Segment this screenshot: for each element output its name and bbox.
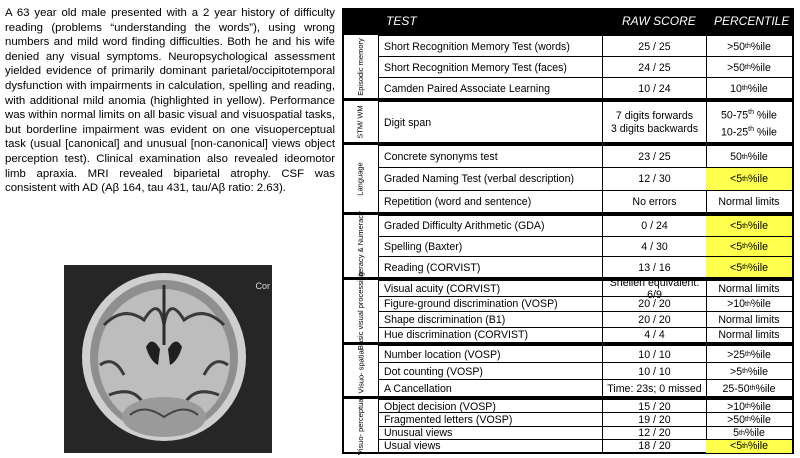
- table-row: [378, 296, 792, 313]
- test-name-cell: Graded Difficulty Arithmetic (GDA): [378, 216, 603, 237]
- section-label-text: Literacy & Numeracy: [356, 211, 366, 281]
- test-name-cell: Figure-ground discrimination (VOSP): [378, 297, 603, 313]
- table-row: [378, 276, 792, 301]
- section-label: [344, 35, 379, 98]
- test-name-cell: Camden Paired Associate Learning: [378, 78, 603, 99]
- test-name-cell: Reading (CORVIST): [378, 257, 603, 278]
- percentile-line: 50-75th %ile: [721, 108, 777, 122]
- table-row: [378, 379, 792, 397]
- raw-score-line: 3 digits backwards: [610, 122, 699, 135]
- percentile-cell-highlighted: <5 th %ile: [706, 237, 792, 258]
- case-description: A 63 year old male presented with a 2 year history of difficulty reading (problems “understanding the words”), using wrong numbers and mild word finding difficulties. Both he and his wife denied any visual symptoms. Neuropsychological assessment yielded evidence of primarily dominant parietal/occipitotemporal dysfunction with impairments in calculation, spelling and reading, with additional mild anomia (highlighted in yellow). Performance was within normal limits on all basic visual and visuospatial tasks, but borderline impairment was evident on one visuoperceptual task (usual [canonical] and unusual [non-canonical] views object perception test). Clinical examination also revealed ideomotor limb apraxia. MRI revealed biparietal atrophy. CSF was consistent with AD (Aβ 164, tau 431, tau/Aβ ratio: 2.63).: [5, 7, 335, 195]
- table-section: [344, 342, 792, 396]
- percentile-cell: Normal limits: [718, 329, 780, 342]
- table-row: [378, 77, 792, 99]
- raw-score-cell: 12 / 20: [603, 427, 707, 440]
- section-label: [344, 396, 379, 455]
- test-name-cell: Concrete synonyms test: [378, 146, 603, 168]
- header-percentile: PERCENTILE: [714, 14, 790, 28]
- raw-score-cell: 24 / 25: [603, 57, 707, 78]
- test-name-cell: Short Recognition Memory Test (words): [378, 36, 603, 57]
- table-row: [378, 56, 792, 78]
- raw-score-cell: 25 / 25: [603, 36, 707, 57]
- test-name-cell: Hue discrimination (CORVIST): [378, 328, 603, 344]
- neuropsych-results-table: [342, 8, 794, 454]
- test-name-cell: Dot counting (VOSP): [378, 363, 603, 380]
- raw-score-cell: 4 / 4: [603, 328, 707, 344]
- test-name-cell: Number location (VOSP): [378, 346, 603, 363]
- percentile-cell: >10 th %ile: [727, 400, 771, 413]
- raw-score-cell: 18 / 20: [603, 440, 707, 453]
- table-row: [378, 145, 792, 168]
- raw-score-cell: 10 / 10: [603, 363, 707, 380]
- table-row: [378, 362, 792, 380]
- section-label-text: Visuo- perceptual: [356, 396, 366, 455]
- section-label: [344, 145, 379, 212]
- raw-score-cell: 15 / 20: [603, 400, 707, 413]
- percentile-cell: Normal limits: [718, 313, 780, 326]
- table-row: [378, 35, 792, 57]
- test-name-cell: Usual views: [378, 440, 603, 453]
- table-row: [378, 236, 792, 258]
- percentile-cell: >5 th %ile: [730, 365, 768, 378]
- table-row: [378, 101, 792, 143]
- table-section: [344, 98, 792, 142]
- percentile-cell: 5 th %ile: [733, 427, 765, 440]
- test-name-cell: Shape discrimination (B1): [378, 312, 603, 328]
- percentile-cell: 10 th %ile: [730, 82, 768, 95]
- percentile-cell-highlighted: <5 th %ile: [706, 257, 792, 278]
- section-label: [344, 345, 379, 396]
- percentile-cell: >50 th %ile: [727, 40, 771, 53]
- table-row: [378, 256, 792, 278]
- percentile-line: 10-25th %ile: [721, 125, 777, 139]
- table-row: [378, 399, 792, 413]
- table-section: [344, 32, 792, 98]
- header-test: TEST: [386, 14, 417, 28]
- table-row: [378, 311, 792, 328]
- percentile-cell: >25 th %ile: [727, 348, 771, 361]
- section-label-text: Basic visual processing: [356, 272, 366, 350]
- test-name-cell: Graded Naming Test (verbal description): [378, 168, 603, 190]
- table-section: [344, 272, 792, 350]
- test-name-cell: Visual acuity (CORVIST): [378, 281, 603, 297]
- table-row: [378, 426, 792, 440]
- mri-brain-figure: [64, 265, 272, 453]
- table-row: [378, 215, 792, 237]
- table-row: [378, 345, 792, 363]
- section-label-text: STM/ WM: [355, 104, 365, 139]
- raw-score-cell: 0 / 24: [603, 216, 707, 237]
- section-label: [344, 272, 379, 350]
- raw-score-cell: 20 / 20: [603, 312, 707, 328]
- raw-score-cell: [603, 102, 707, 143]
- mri-orientation-label: Cor: [255, 281, 270, 291]
- table-section: [344, 142, 792, 212]
- section-label-text: Language: [356, 161, 365, 196]
- test-name-cell: Object decision (VOSP): [378, 400, 603, 413]
- raw-score-cell: Snellen equivalent: 6/9: [603, 281, 707, 297]
- percentile-cell: >50 th %ile: [727, 413, 771, 426]
- percentile-cell-highlighted: <5 th %ile: [706, 440, 792, 453]
- raw-score-line: 7 digits forwards: [615, 109, 694, 122]
- test-name-cell: Spelling (Baxter): [378, 237, 603, 258]
- raw-score-cell: 13 / 16: [603, 257, 707, 278]
- raw-score-cell: 10 / 24: [603, 78, 707, 99]
- raw-score-cell: 23 / 25: [603, 146, 707, 168]
- raw-score-cell: No errors: [603, 191, 707, 213]
- table-row: [378, 190, 792, 213]
- percentile-cell-highlighted: <5 th %ile: [706, 168, 792, 190]
- percentile-cell: Normal limits: [718, 282, 780, 295]
- test-name-cell: A Cancellation: [378, 380, 603, 397]
- percentile-cell: 25-50 th %ile: [722, 382, 776, 395]
- raw-score-cell: 12 / 30: [603, 168, 707, 190]
- section-label: [344, 211, 379, 281]
- raw-score-cell: 19 / 20: [603, 413, 707, 426]
- table-section: [344, 211, 792, 281]
- section-label: [344, 101, 379, 142]
- section-label-text: Episodic memory: [356, 37, 365, 96]
- raw-score-cell: 4 / 30: [603, 237, 707, 258]
- percentile-cell: 50 th %ile: [730, 151, 768, 164]
- table-row: [378, 167, 792, 190]
- raw-score-cell: 20 / 20: [603, 297, 707, 313]
- percentile-cell: >50 th %ile: [727, 61, 771, 74]
- header-raw-score: RAW SCORE: [622, 14, 696, 28]
- test-name-cell: Short Recognition Memory Test (faces): [378, 57, 603, 78]
- percentile-cell: [706, 102, 792, 143]
- test-name-cell: Repetition (word and sentence): [378, 191, 603, 213]
- table-row: [378, 439, 792, 453]
- raw-score-cell: Time: 23s; 0 missed: [603, 380, 707, 397]
- mri-coronal-image: [64, 265, 272, 453]
- percentile-cell-highlighted: <5 th %ile: [706, 216, 792, 237]
- test-name-cell: Fragmented letters (VOSP): [378, 413, 603, 426]
- percentile-cell: >10 th %ile: [727, 298, 771, 311]
- table-row: [378, 412, 792, 426]
- percentile-cell: Normal limits: [718, 195, 780, 208]
- test-name-cell: Digit span: [378, 102, 603, 143]
- test-name-cell: Unusual views: [378, 427, 603, 440]
- section-label-text: Visuo- spatial: [356, 348, 366, 393]
- table-section: [344, 396, 792, 455]
- raw-score-cell: 10 / 10: [603, 346, 707, 363]
- table-header: [344, 10, 792, 32]
- table-row: [378, 327, 792, 344]
